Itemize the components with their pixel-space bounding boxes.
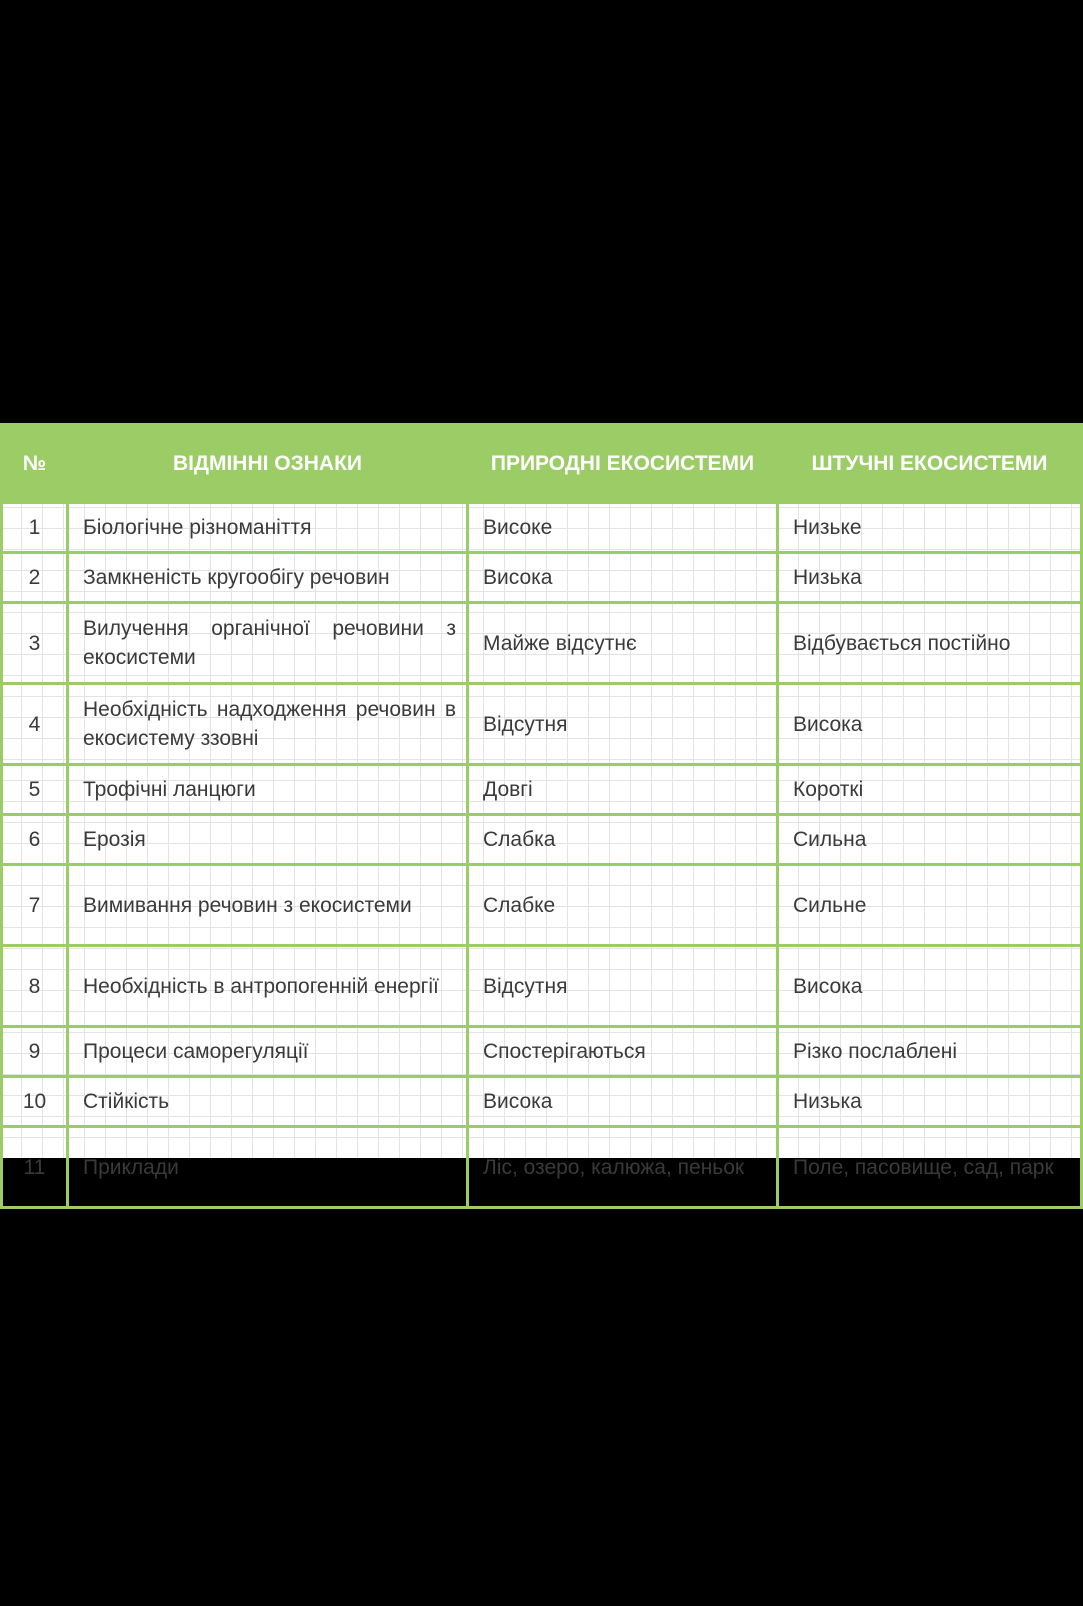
table-row [2, 946, 1082, 1027]
header-number: № [2, 425, 68, 503]
row-artificial: Висока [778, 684, 1082, 765]
row-feature: Приклади [68, 1127, 468, 1208]
table-row [2, 603, 1082, 684]
row-natural: Майже відсутнє [468, 603, 778, 684]
row-number: 11 [2, 1127, 68, 1208]
row-feature: Біологічне різноманіття [68, 503, 468, 553]
row-natural: Відсутня [468, 684, 778, 765]
row-artificial: Низька [778, 553, 1082, 603]
row-artificial: Сильна [778, 815, 1082, 865]
row-natural: Ліс, озеро, калюжа, пеньок [468, 1127, 778, 1208]
row-natural: Висока [468, 553, 778, 603]
row-feature: Ерозія [68, 815, 468, 865]
row-number: 1 [2, 503, 68, 553]
row-natural: Слабке [468, 865, 778, 946]
table-row [2, 553, 1082, 603]
row-number: 10 [2, 1077, 68, 1127]
row-artificial: Відбувається постійно [778, 603, 1082, 684]
table-row [2, 1027, 1082, 1077]
header-artificial: ШТУЧНІ ЕКОСИСТЕМИ [778, 425, 1082, 503]
row-number: 2 [2, 553, 68, 603]
row-number: 3 [2, 603, 68, 684]
row-feature: Необхідність в антропогенній енергії [68, 946, 468, 1027]
header-feature: ВІДМІННІ ОЗНАКИ [68, 425, 468, 503]
row-feature: Стійкість [68, 1077, 468, 1127]
header-natural: ПРИРОДНІ ЕКОСИСТЕМИ [468, 425, 778, 503]
row-feature: Необхідність надходження речовин в екосистему ззовні [68, 684, 468, 765]
table-row [2, 765, 1082, 815]
row-number: 7 [2, 865, 68, 946]
row-artificial: Висока [778, 946, 1082, 1027]
table-sheet [0, 423, 1080, 1179]
row-natural: Відсутня [468, 946, 778, 1027]
row-number: 6 [2, 815, 68, 865]
row-artificial: Низька [778, 1077, 1082, 1127]
table-row [2, 684, 1082, 765]
row-number: 9 [2, 1027, 68, 1077]
table-row [2, 865, 1082, 946]
row-artificial: Поле, пасовище, сад, парк [778, 1127, 1082, 1208]
row-artificial: Різко послаблені [778, 1027, 1082, 1077]
row-number: 5 [2, 765, 68, 815]
row-number: 4 [2, 684, 68, 765]
row-natural: Довгі [468, 765, 778, 815]
row-natural: Висока [468, 1077, 778, 1127]
table-row [2, 815, 1082, 865]
row-artificial: Короткі [778, 765, 1082, 815]
table-row [2, 1127, 1082, 1208]
row-artificial: Сильне [778, 865, 1082, 946]
ecosystem-comparison-table [0, 423, 1083, 1209]
table-row [2, 503, 1082, 553]
row-natural: Високе [468, 503, 778, 553]
row-feature: Вимивання речовин з екосистеми [68, 865, 468, 946]
row-feature: Замкненість кругообігу речовин [68, 553, 468, 603]
row-feature: Трофічні ланцюги [68, 765, 468, 815]
row-number: 8 [2, 946, 68, 1027]
row-natural: Спостерігаються [468, 1027, 778, 1077]
row-feature: Вилучення органічної речовини з екосистеми [68, 603, 468, 684]
row-artificial: Низьке [778, 503, 1082, 553]
table-row [2, 1077, 1082, 1127]
row-feature: Процеси саморегуляції [68, 1027, 468, 1077]
table-header-row [2, 425, 1082, 503]
row-natural: Слабка [468, 815, 778, 865]
